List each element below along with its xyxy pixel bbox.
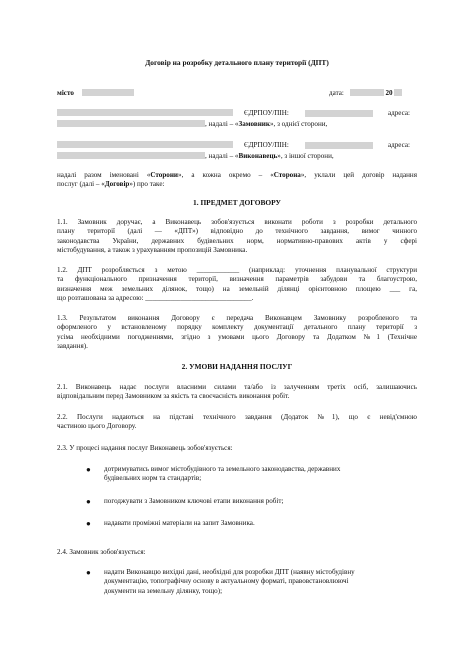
bullet-icon: ● xyxy=(86,519,91,528)
party1-role-prefix: , надалі – « xyxy=(205,120,239,128)
paragraph-2-1: 2.1. Виконавець надає послуги власними силами та/або із залученням третіх осіб, залишаючись відповідальним перед Замовником за якість та своєчасність виконання робіт. xyxy=(57,383,417,401)
place-date-line xyxy=(57,89,417,98)
party1-edrpou-label: ЄДРПОУ/ПІН: xyxy=(244,109,289,117)
paragraph-2-2: 2.2. Послуги надаються на підставі технічного завдання (Додаток №1), що є невід'ємною частиною цього Договору. xyxy=(57,413,417,431)
party2-role: Виконавець xyxy=(238,152,278,160)
party2-address-field[interactable] xyxy=(57,152,205,159)
place-label: місто xyxy=(57,89,74,97)
date-group xyxy=(329,89,402,98)
intro-line2: послуг (далі – «Договір») про таке: xyxy=(57,180,165,189)
list-item: надавати проміжні матеріали на запит Замовника. xyxy=(104,519,255,527)
party1-address-label: адреса: xyxy=(388,109,410,117)
party1-role-suffix: », з однієї сторони, xyxy=(269,120,328,128)
date-label: дата: xyxy=(329,89,344,97)
party2-line2 xyxy=(57,152,417,161)
document-title: Договір на розробку детального плану території (ДПТ) xyxy=(145,58,329,67)
party1-role: Замовник xyxy=(238,120,270,128)
section1-heading: 1. ПРЕДМЕТ ДОГОВОРУ xyxy=(193,198,281,207)
date-field[interactable] xyxy=(350,89,384,96)
party2-address-label: адреса: xyxy=(388,141,410,149)
bullet-icon: ● xyxy=(86,465,91,474)
place-field[interactable] xyxy=(82,89,134,96)
section2-heading: 2. УМОВИ НАДАННЯ ПОСЛУГ xyxy=(181,362,293,371)
date-year: 20 xyxy=(385,89,393,97)
paragraph-1-3: 1.3. Результатом виконання Договору є передача Виконавцем Замовнику розробленого та оформленого у встановленому порядку комплекту документації детального плану території з усіма необхідними погодженнями, згідно з умовами цього Договору та Додатком №1 (Технічне завдання). xyxy=(57,314,417,351)
paragraph-1-1: 1.1. Замовник доручає, а Виконавець зобов'язується виконати роботи з розробки детального плану території (далі — «ДПТ») відповідно до технічного завдання, вимог чинного законодавства України, державних будівельних норм, нормативно-правових актів у сфері містобудування, а також з урахуванням пропозицій Замовника. xyxy=(57,218,417,255)
party2-role-suffix: », з іншої сторони, xyxy=(277,152,334,160)
party1-line1 xyxy=(57,109,417,118)
list-item: дотримуватись вимог містобудівного та земельного законодавства, державних будівельних норм та стандартів; xyxy=(104,465,341,483)
paragraph-2-4: 2.4. Замовник зобов'язується: xyxy=(57,548,146,556)
party1-name-field[interactable] xyxy=(57,109,233,116)
list-item: погоджувати з Замовником ключові етапи виконання робіт; xyxy=(104,497,284,505)
bullet-icon: ● xyxy=(86,568,91,577)
party2-role-prefix: , надалі – « xyxy=(205,152,239,160)
paragraph-2-3: 2.3. У процесі надання послуг Виконавець зобов'язується: xyxy=(57,444,233,452)
party2-line1 xyxy=(57,141,417,150)
year-field[interactable] xyxy=(394,89,402,96)
party2-edrpou-label: ЄДРПОУ/ПІН: xyxy=(244,141,289,149)
paragraph-1-2: 1.2. ДПТ розробляється з метою ____________ (наприклад: уточнення планувальної структури та функціонального призначення території, визначення параметрів забудови та благоустрою, визначення меж земельних ділянок, тощо) на земельній ділянці орієнтовною площею ___ га, що розташована за адресою: ______________________________. xyxy=(57,266,417,303)
list-item: надати Виконавцю вихідні дані, необхідні для розробки ДПТ (наявну містобудівну документацію, топографічну основу в актуальному форматі, правовстановлюючі документи на земельну ділянку, тощо); xyxy=(104,568,355,595)
party1-edrpou-field[interactable] xyxy=(305,110,373,117)
bullet-icon: ● xyxy=(86,497,91,506)
party1-address-field[interactable] xyxy=(57,120,205,127)
party1-line2 xyxy=(57,120,417,129)
intro-paragraph xyxy=(57,171,417,190)
party2-name-field[interactable] xyxy=(57,141,233,148)
intro-line1: надалі разом іменовані «Сторони», а кожна окремо – «Сторона», уклали цей договір надання xyxy=(57,171,417,179)
party2-edrpou-field[interactable] xyxy=(305,142,373,149)
